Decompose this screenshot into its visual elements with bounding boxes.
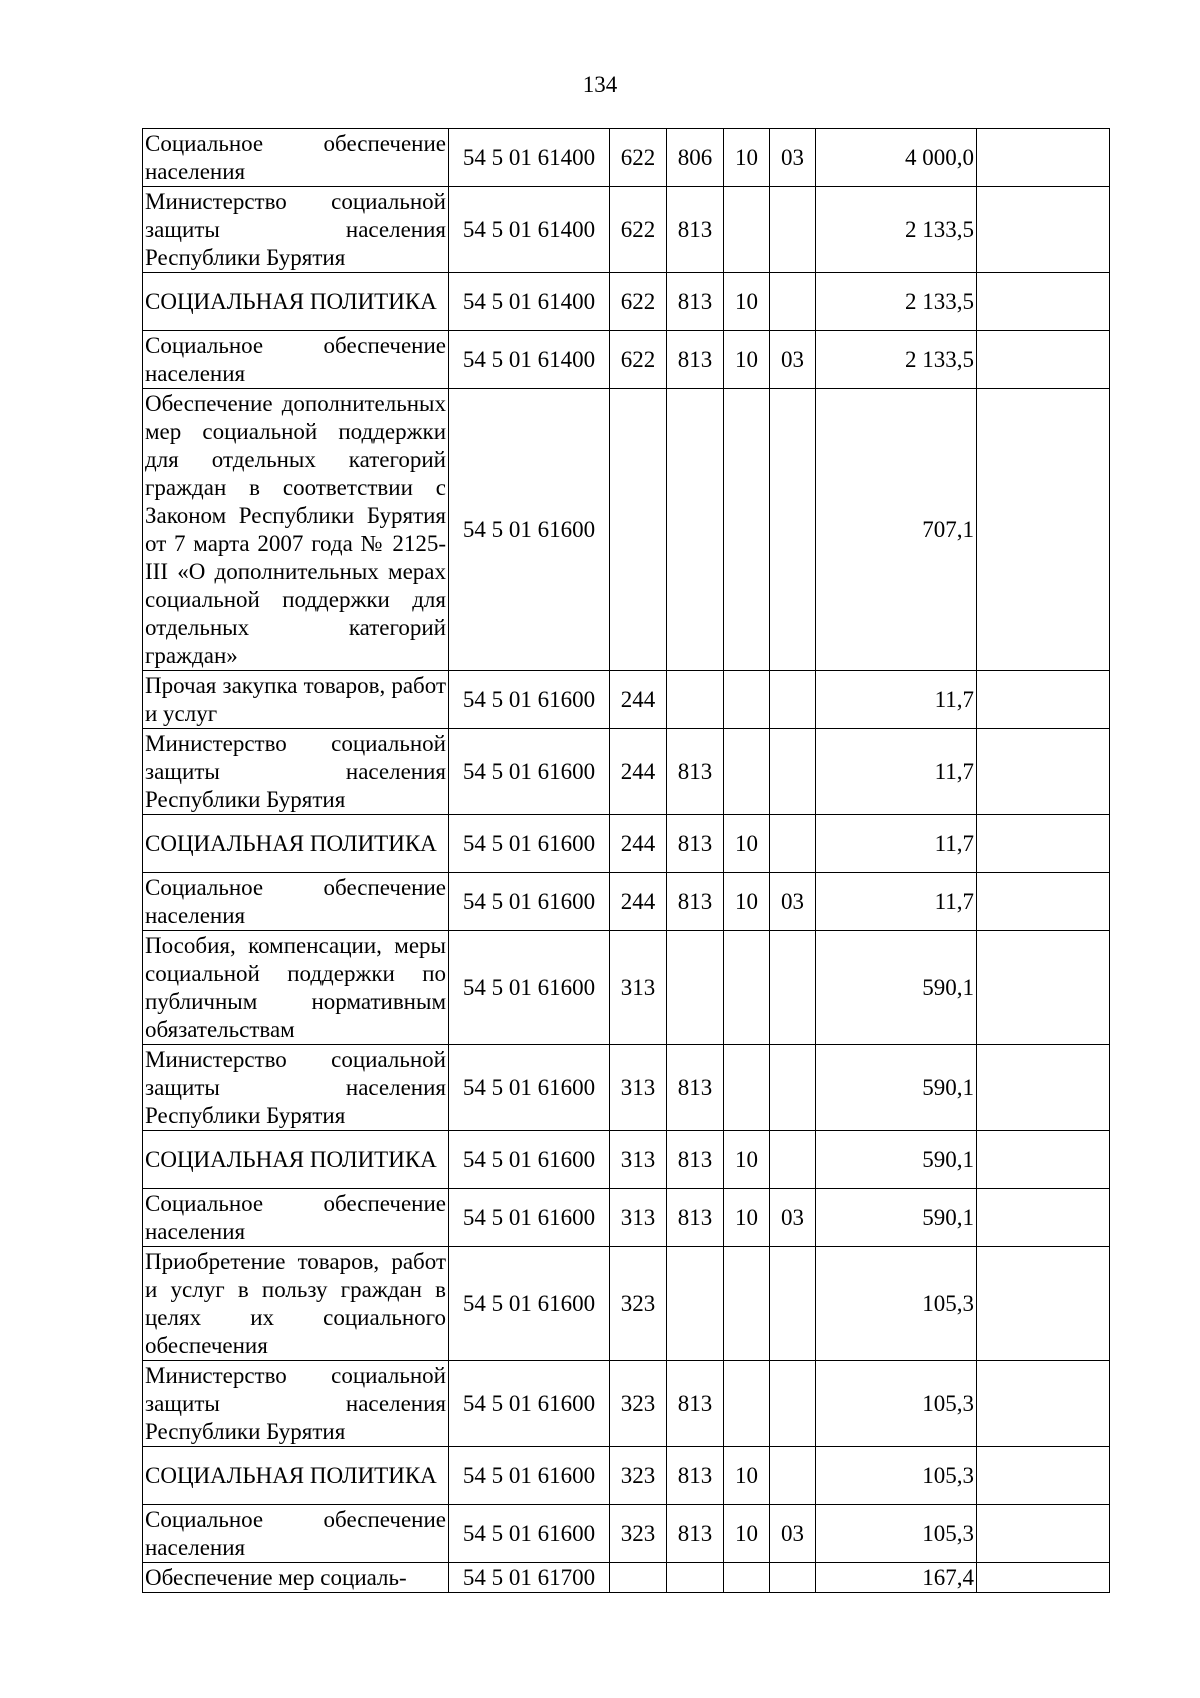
cell-subsection	[770, 1361, 816, 1447]
cell-sum: 167,4	[816, 1563, 977, 1593]
cell-section: 10	[724, 1447, 770, 1505]
table-row	[143, 331, 1110, 389]
cell-expense-type: 244	[610, 815, 667, 873]
table-row	[143, 1563, 1110, 1593]
cell-empty	[977, 1247, 1110, 1361]
cell-grbs: 813	[667, 1189, 724, 1247]
table-row	[143, 1361, 1110, 1447]
cell-sum: 590,1	[816, 1189, 977, 1247]
cell-subsection	[770, 815, 816, 873]
table-row	[143, 1131, 1110, 1189]
cell-section: 10	[724, 1189, 770, 1247]
cell-grbs: 813	[667, 1505, 724, 1563]
table-row	[143, 1189, 1110, 1247]
cell-grbs: 813	[667, 331, 724, 389]
cell-target-code: 54 5 01 61600	[449, 729, 610, 815]
cell-target-code: 54 5 01 61600	[449, 671, 610, 729]
cell-name: СОЦИАЛЬНАЯ ПОЛИТИКА	[143, 1447, 449, 1505]
cell-subsection	[770, 671, 816, 729]
table-row	[143, 1045, 1110, 1131]
cell-expense-type: 323	[610, 1505, 667, 1563]
cell-target-code: 54 5 01 61700	[449, 1563, 610, 1593]
cell-expense-type: 622	[610, 273, 667, 331]
cell-sum: 105,3	[816, 1247, 977, 1361]
table-row	[143, 273, 1110, 331]
cell-section	[724, 389, 770, 671]
cell-target-code: 54 5 01 61600	[449, 1189, 610, 1247]
cell-grbs	[667, 671, 724, 729]
cell-subsection	[770, 729, 816, 815]
cell-grbs	[667, 1563, 724, 1593]
cell-empty	[977, 815, 1110, 873]
cell-section	[724, 1045, 770, 1131]
cell-subsection: 03	[770, 873, 816, 931]
cell-empty	[977, 931, 1110, 1045]
cell-empty	[977, 1505, 1110, 1563]
cell-name: Обеспечение мер социаль-	[143, 1563, 449, 1593]
cell-section	[724, 729, 770, 815]
cell-name: Социальное обеспечение населения	[143, 1505, 449, 1563]
cell-section: 10	[724, 129, 770, 187]
cell-target-code: 54 5 01 61400	[449, 331, 610, 389]
table-row	[143, 931, 1110, 1045]
cell-expense-type: 244	[610, 873, 667, 931]
cell-subsection: 03	[770, 1189, 816, 1247]
cell-expense-type: 313	[610, 1131, 667, 1189]
cell-empty	[977, 671, 1110, 729]
cell-section	[724, 671, 770, 729]
cell-empty	[977, 187, 1110, 273]
cell-name: СОЦИАЛЬНАЯ ПОЛИТИКА	[143, 273, 449, 331]
cell-expense-type	[610, 1563, 667, 1593]
cell-empty	[977, 1563, 1110, 1593]
table-body	[143, 129, 1110, 1593]
cell-grbs: 813	[667, 1045, 724, 1131]
cell-section: 10	[724, 1505, 770, 1563]
table-row	[143, 1447, 1110, 1505]
cell-name: Социальное обеспечение населения	[143, 873, 449, 931]
cell-target-code: 54 5 01 61600	[449, 1131, 610, 1189]
cell-subsection	[770, 1131, 816, 1189]
cell-grbs: 813	[667, 1361, 724, 1447]
cell-subsection	[770, 389, 816, 671]
cell-name: СОЦИАЛЬНАЯ ПОЛИТИКА	[143, 815, 449, 873]
cell-empty	[977, 1045, 1110, 1131]
budget-table	[142, 128, 1110, 1593]
table-row	[143, 729, 1110, 815]
cell-grbs: 813	[667, 873, 724, 931]
cell-subsection: 03	[770, 129, 816, 187]
cell-target-code: 54 5 01 61600	[449, 931, 610, 1045]
cell-expense-type: 313	[610, 1189, 667, 1247]
cell-expense-type: 622	[610, 331, 667, 389]
cell-expense-type: 323	[610, 1447, 667, 1505]
cell-sum: 707,1	[816, 389, 977, 671]
cell-subsection	[770, 187, 816, 273]
table-row	[143, 671, 1110, 729]
table-row	[143, 1505, 1110, 1563]
cell-subsection	[770, 1447, 816, 1505]
cell-target-code: 54 5 01 61600	[449, 1361, 610, 1447]
cell-empty	[977, 873, 1110, 931]
cell-empty	[977, 729, 1110, 815]
cell-subsection: 03	[770, 331, 816, 389]
cell-name: Министерство социальной защиты населения Республики Бурятия	[143, 1045, 449, 1131]
cell-section	[724, 1563, 770, 1593]
cell-section	[724, 931, 770, 1045]
cell-name: Обеспечение дополнительных мер социальной поддержки для отдельных категорий граждан в соответствии с Законом Республики Бурятия от 7 марта 2007 года № 2125-III «О дополнительных мерах социальной поддержки для отдельных категорий граждан»	[143, 389, 449, 671]
cell-name: Социальное обеспечение населения	[143, 331, 449, 389]
cell-name: Социальное обеспечение населения	[143, 129, 449, 187]
cell-target-code: 54 5 01 61400	[449, 273, 610, 331]
cell-subsection	[770, 1045, 816, 1131]
cell-grbs: 813	[667, 1131, 724, 1189]
cell-section: 10	[724, 273, 770, 331]
cell-sum: 105,3	[816, 1505, 977, 1563]
cell-target-code: 54 5 01 61600	[449, 873, 610, 931]
cell-name: СОЦИАЛЬНАЯ ПОЛИТИКА	[143, 1131, 449, 1189]
cell-sum: 590,1	[816, 931, 977, 1045]
table-row	[143, 1247, 1110, 1361]
cell-empty	[977, 389, 1110, 671]
cell-expense-type: 323	[610, 1361, 667, 1447]
cell-name: Министерство социальной защиты населения Республики Бурятия	[143, 729, 449, 815]
cell-sum: 11,7	[816, 873, 977, 931]
cell-sum: 2 133,5	[816, 187, 977, 273]
cell-name: Приобретение товаров, работ и услуг в пользу граждан в целях их социального обеспечения	[143, 1247, 449, 1361]
cell-section	[724, 1247, 770, 1361]
cell-empty	[977, 1447, 1110, 1505]
cell-name: Министерство социальной защиты населения Республики Бурятия	[143, 187, 449, 273]
cell-name: Социальное обеспечение населения	[143, 1189, 449, 1247]
cell-sum: 4 000,0	[816, 129, 977, 187]
table-row	[143, 187, 1110, 273]
cell-target-code: 54 5 01 61600	[449, 1247, 610, 1361]
cell-subsection	[770, 1563, 816, 1593]
cell-expense-type: 323	[610, 1247, 667, 1361]
cell-sum: 11,7	[816, 815, 977, 873]
cell-grbs: 813	[667, 1447, 724, 1505]
cell-expense-type: 313	[610, 1045, 667, 1131]
cell-grbs: 813	[667, 273, 724, 331]
cell-sum: 105,3	[816, 1447, 977, 1505]
cell-section: 10	[724, 873, 770, 931]
cell-grbs	[667, 1247, 724, 1361]
cell-subsection	[770, 273, 816, 331]
table-row	[143, 873, 1110, 931]
table-row	[143, 815, 1110, 873]
table-row	[143, 129, 1110, 187]
cell-section	[724, 187, 770, 273]
cell-expense-type	[610, 389, 667, 671]
cell-empty	[977, 129, 1110, 187]
cell-expense-type: 622	[610, 187, 667, 273]
table-row	[143, 389, 1110, 671]
cell-empty	[977, 331, 1110, 389]
cell-section: 10	[724, 1131, 770, 1189]
cell-grbs: 813	[667, 815, 724, 873]
page-number: 134	[582, 72, 618, 97]
cell-expense-type: 244	[610, 671, 667, 729]
cell-expense-type: 622	[610, 129, 667, 187]
cell-target-code: 54 5 01 61400	[449, 187, 610, 273]
cell-section: 10	[724, 331, 770, 389]
cell-subsection	[770, 1247, 816, 1361]
cell-sum: 590,1	[816, 1045, 977, 1131]
cell-expense-type: 313	[610, 931, 667, 1045]
cell-grbs: 806	[667, 129, 724, 187]
cell-empty	[977, 273, 1110, 331]
cell-grbs: 813	[667, 729, 724, 815]
cell-empty	[977, 1131, 1110, 1189]
cell-grbs	[667, 931, 724, 1045]
cell-target-code: 54 5 01 61600	[449, 815, 610, 873]
cell-sum: 11,7	[816, 729, 977, 815]
cell-empty	[977, 1189, 1110, 1247]
cell-subsection: 03	[770, 1505, 816, 1563]
cell-sum: 2 133,5	[816, 273, 977, 331]
cell-expense-type: 244	[610, 729, 667, 815]
cell-grbs	[667, 389, 724, 671]
cell-section	[724, 1361, 770, 1447]
cell-grbs: 813	[667, 187, 724, 273]
cell-sum: 105,3	[816, 1361, 977, 1447]
cell-target-code: 54 5 01 61600	[449, 389, 610, 671]
cell-name: Прочая закупка товаров, работ и услуг	[143, 671, 449, 729]
cell-subsection	[770, 931, 816, 1045]
cell-target-code: 54 5 01 61600	[449, 1447, 610, 1505]
cell-target-code: 54 5 01 61400	[449, 129, 610, 187]
cell-section: 10	[724, 815, 770, 873]
cell-target-code: 54 5 01 61600	[449, 1045, 610, 1131]
cell-sum: 11,7	[816, 671, 977, 729]
cell-empty	[977, 1361, 1110, 1447]
cell-target-code: 54 5 01 61600	[449, 1505, 610, 1563]
cell-sum: 2 133,5	[816, 331, 977, 389]
cell-name: Пособия, компенсации, меры социальной поддержки по публичным нормативным обязательствам	[143, 931, 449, 1045]
cell-name: Министерство социальной защиты населения Республики Бурятия	[143, 1361, 449, 1447]
cell-sum: 590,1	[816, 1131, 977, 1189]
